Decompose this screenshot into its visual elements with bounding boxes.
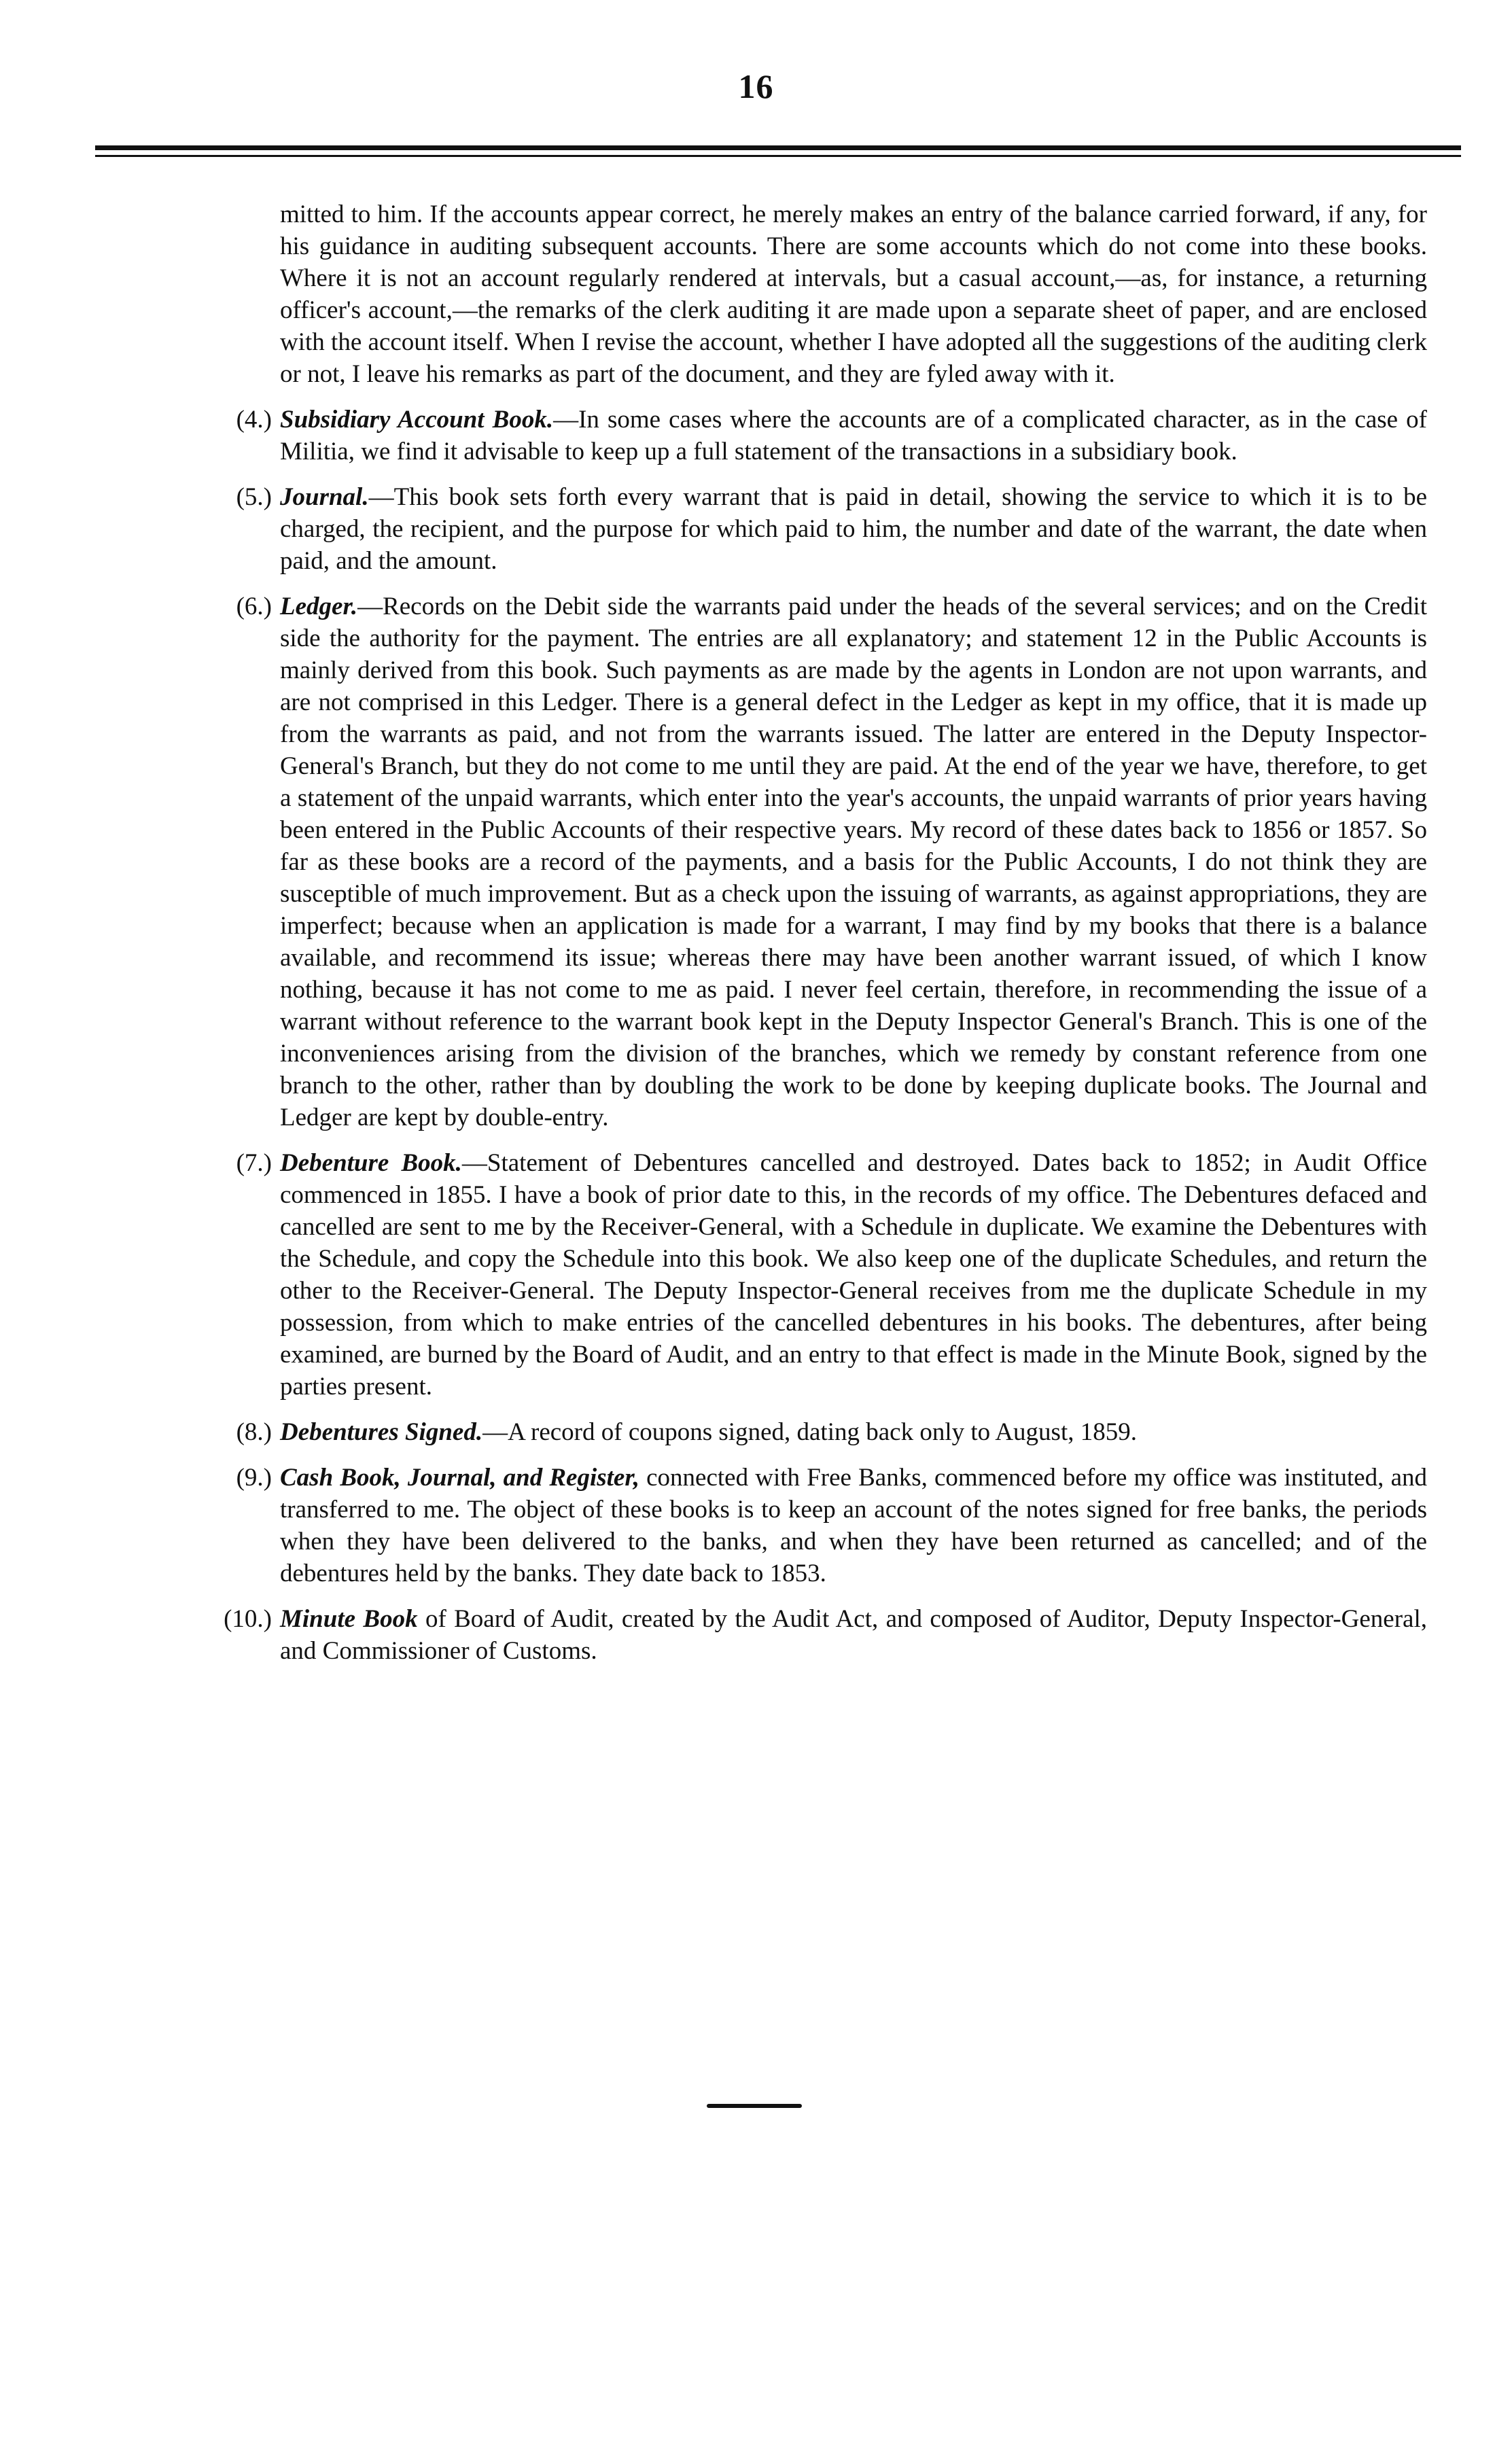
item-number: (10.) [224,1605,272,1633]
item-number: (6.) [236,593,272,620]
item-title: Journal. [280,483,369,511]
list-item-4 [156,404,1427,468]
item-text: connected with Free Banks, commenced before my office was instituted, and transferred to me. The object of these books is to keep an account of the notes signed for free banks, the periods when they have been delivered to the banks, and when they have been returned as cancelled; and of the debentures held by the banks. They date back to 1853. [280,1464,1427,1587]
page-number: 16 [738,67,774,105]
item-text: —In some cases where the accounts are of a complicated character, as in the case of Militia, we find it advisable to keep up a full statement of the transactions in a subsidiary book. [280,406,1427,465]
end-rule [707,2104,802,2108]
list-item-10 [156,1603,1427,1667]
item-title: Debentures Signed. [280,1418,483,1446]
header-rule-thick [95,145,1461,150]
body-text [156,198,1447,1681]
item-number: (4.) [236,406,272,434]
list-item-8 [156,1416,1427,1448]
item-text: —This book sets forth every warrant that is paid in detail, showing the service to which it is to be charged, the recipient, and the purpose for which paid to him, the number and date of the warrant, the date when paid, and the amount. [280,483,1427,575]
item-text: —A record of coupons signed, dating back only to August, 1859. [482,1418,1137,1446]
header-rule-thin [95,155,1461,157]
item-title: Subsidiary Account Book. [280,406,554,434]
item-text: of Board of Audit, created by the Audit Act, and composed of Auditor, Deputy Inspector-General, and Commissioner of Customs. [280,1605,1427,1665]
item-number: (5.) [236,483,272,511]
list-item-9 [156,1462,1427,1589]
item-text: —Records on the Debit side the warrants paid under the heads of the several services; and on the Credit side the authority for the payment. The entries are all explanatory; and statement 12 in the Public Accounts is mainly derived from this book. Such payments as are made by the agents in London are not upon warrants, and are not comprised in this Ledger. There is a general defect in the Ledger as kept in my office, that it is made up from the warrants as paid, and not from the warrants issued. The latter are entered in the Deputy Inspector-General's Branch, but they do not come to me until they are paid. At the end of the year we have, therefore, to get a statement of the unpaid warrants, which enter into the year's accounts, the unpaid warrants of prior years having been entered in the Public Accounts of their respective years. My record of these dates back to 1856 or 1857. So far as these books are a record of the payments, and a basis for the Public Accounts, I do not think they are susceptible of much improvement. But as a check upon the issuing of warrants, as against appropriations, they are imperfect; because when an application is made for a warrant, I may find by my books that there is a balance available, and recommend its issue; whereas there may have been another warrant issued, of which I know nothing, because it has not come to me as paid. I never feel certain, therefore, in recommending the issue of a warrant without reference to the warrant book kept in the Deputy Inspector General's Branch. This is one of the inconveniences arising from the division of the branches, which we remedy by constant reference from one branch to the other, rather than by doubling the work to be done by keeping duplicate books. The Journal and Ledger are kept by double-entry. [280,593,1427,1131]
item-number: (8.) [236,1418,272,1446]
list-item-6 [156,591,1427,1133]
continuation-paragraph: mitted to him. If the accounts appear correct, he merely makes an entry of the balance carried forward, if any, for his guidance in auditing subsequent accounts. There are some accounts which do not come into these books. Where it is not an account regularly rendered at intervals, but a casual account,—as, for instance, a returning officer's account,—the remarks of the clerk auditing it are made upon a separate sheet of paper, and are enclosed with the account itself. When I revise the account, whether I have adopted all the suggestions of the auditing clerk or not, I leave his remarks as part of the document, and they are fyled away with it. [280,200,1427,388]
item-text: —Statement of Debentures cancelled and destroyed. Dates back to 1852; in Audit Office commenced in 1855. I have a book of prior date to this, in the records of my office. The Debentures defaced and cancelled are sent to me by the Receiver-General, with a Schedule in duplicate. We examine the Debentures with the Schedule, and copy the Schedule into this book. We also keep one of the duplicate Schedules, and return the other to the Receiver-General. The Deputy Inspector-General receives from me the duplicate Schedule in my possession, from which to make entries of the cancelled debentures in his books. The debentures, after being examined, are burned by the Board of Audit, and an entry to that effect is made in the Minute Book, signed by the parties present. [280,1149,1427,1401]
item-title: Ledger. [280,593,358,620]
list-item-5 [156,481,1427,577]
list-item-7 [156,1147,1427,1403]
item-number: (9.) [236,1464,272,1492]
item-title: Cash Book, Journal, and Register, [280,1464,639,1492]
item-number: (7.) [236,1149,272,1177]
item-title: Minute Book [280,1605,418,1633]
item-title: Debenture Book. [280,1149,462,1177]
